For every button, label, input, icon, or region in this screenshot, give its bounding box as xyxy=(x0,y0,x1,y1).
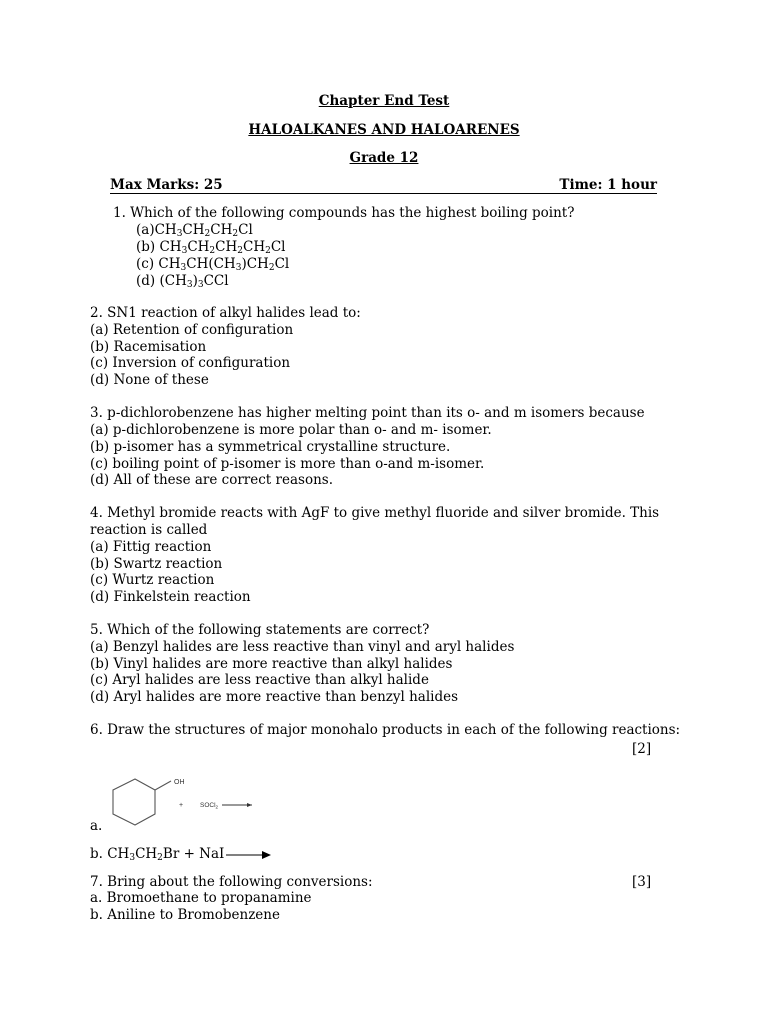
question-2: 2. SN1 reaction of alkyl halides lead to: xyxy=(90,305,361,321)
q4-option-c: (c) Wurtz reaction xyxy=(90,572,215,588)
q5-option-d: (d) Aryl halides are more reactive than benzyl halides xyxy=(90,689,459,705)
q6-part-b: b. $CH_3CH_2Br$ + NaI xyxy=(90,846,225,863)
q2-option-a: (a) Retention of configuration xyxy=(90,322,294,338)
q4-option-b: (b) Swartz reaction xyxy=(90,556,223,572)
plus-sign: + xyxy=(179,802,184,809)
q5-option-a: (a) Benzyl halides are less reactive than vinyl and aryl halides xyxy=(90,639,515,655)
q1-option-a: $(a)CH_3CH_2CH_2Cl$ xyxy=(136,222,253,239)
reaction-arrowhead-a xyxy=(247,803,252,807)
reaction-arrow-b xyxy=(226,849,272,861)
cyclohexane-ring xyxy=(113,779,155,825)
oh-label: OH xyxy=(174,779,185,786)
question-5: 5. Which of the following statements are correct? xyxy=(90,622,430,638)
question-3: 3. p-dichlorobenzene has higher melting point than its o- and m isomers because xyxy=(90,405,645,421)
q1-option-c: (c) $CH_3CH(CH_3)CH_2Cl$ xyxy=(136,256,290,273)
oh-bond xyxy=(155,781,171,790)
grade-label: Grade 12 xyxy=(349,150,419,166)
q2-option-b: (b) Racemisation xyxy=(90,339,207,355)
q4-option-d: (d) Finkelstein reaction xyxy=(90,589,251,605)
q7-marks: [3] xyxy=(632,874,652,890)
q3-option-c: (c) boiling point of p-isomer is more than o-and m-isomer. xyxy=(90,456,485,472)
max-marks: Max Marks: 25 xyxy=(110,177,223,193)
q3-option-d: (d) All of these are correct reasons. xyxy=(90,472,333,488)
q6-part-a-label: a. xyxy=(90,818,103,834)
q2-option-c: (c) Inversion of configuration xyxy=(90,355,291,371)
q2-option-d: (d) None of these xyxy=(90,372,209,388)
question-6: 6. Draw the structures of major monohalo products in each of the following reactions: xyxy=(90,722,681,738)
q3-option-a: (a) p-dichlorobenzene is more polar than o- and m- isomer. xyxy=(90,422,492,438)
q7-item-a: a. Bromoethane to propanamine xyxy=(90,890,312,906)
question-1: 1. Which of the following compounds has the highest boiling point? xyxy=(113,205,575,221)
time-limit: Time: 1 hour xyxy=(559,177,657,193)
marks-time-row xyxy=(110,177,657,194)
question-4-cont: reaction is called xyxy=(90,522,208,538)
q4-option-a: (a) Fittig reaction xyxy=(90,539,212,555)
test-title: Chapter End Test xyxy=(318,93,450,109)
q3-option-b: (b) p-isomer has a symmetrical crystalline structure. xyxy=(90,439,451,455)
cyclohexanol-reaction-scheme xyxy=(108,772,258,832)
chapter-title: HALOALKANES AND HALOARENES xyxy=(248,122,520,138)
q1-option-b: (b) $CH_3CH_2CH_2CH_2Cl$ xyxy=(136,239,286,256)
q1-option-d: (d) $(CH_3)_3CCl$ xyxy=(136,273,229,290)
question-7: 7. Bring about the following conversions: xyxy=(90,874,373,890)
question-4: 4. Methyl bromide reacts with AgF to give methyl fluoride and silver bromide. This xyxy=(90,505,660,521)
q7-item-b: b. Aniline to Bromobenzene xyxy=(90,907,280,923)
socl2-reagent: SOCl$_2$ xyxy=(200,802,219,810)
q6-marks: [2] xyxy=(632,741,652,757)
q5-option-b: (b) Vinyl halides are more reactive than alkyl halides xyxy=(90,656,453,672)
q5-option-c: (c) Aryl halides are less reactive than alkyl halide xyxy=(90,672,429,688)
